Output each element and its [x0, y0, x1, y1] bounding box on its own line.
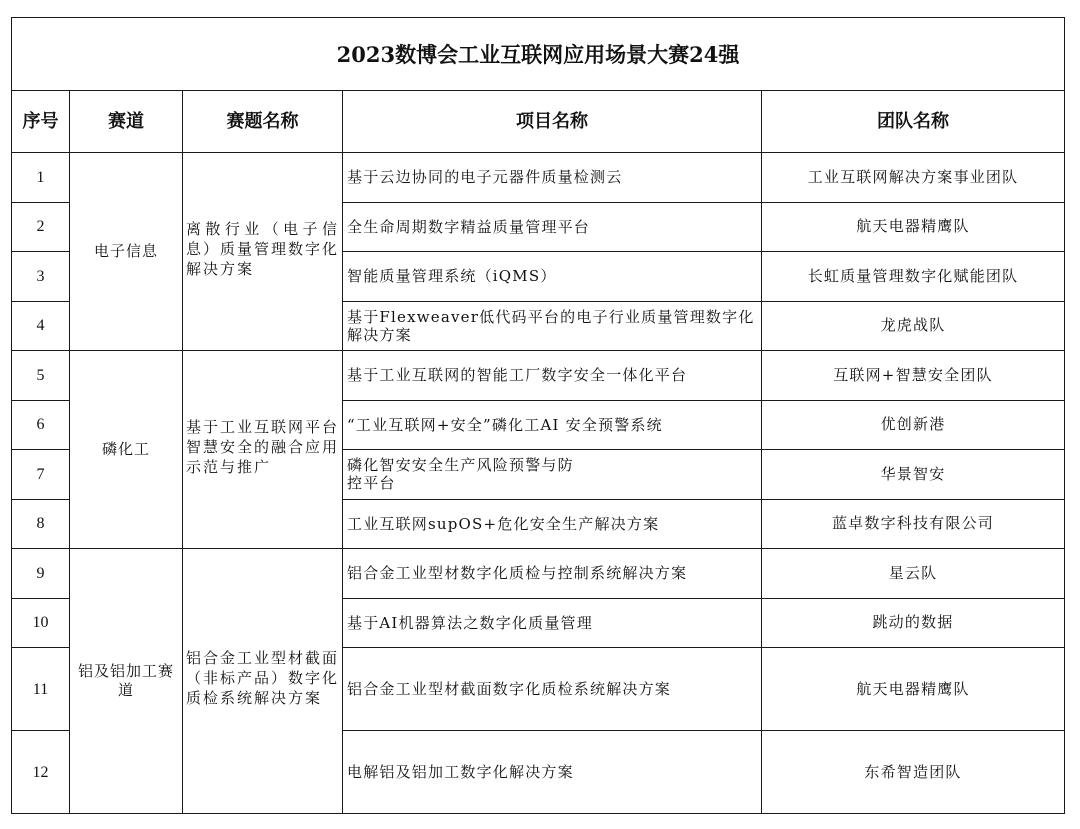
project-cell: 基于工业互联网的智能工厂数字安全一体化平台 — [343, 351, 762, 401]
row-index: 6 — [12, 400, 70, 450]
row-index: 10 — [12, 598, 70, 648]
header-index: 序号 — [12, 91, 70, 153]
header-track: 赛道 — [70, 91, 183, 153]
project-cell: 铝合金工业型材数字化质检与控制系统解决方案 — [343, 549, 762, 599]
row-index: 2 — [12, 202, 70, 252]
topic-text: 基于工业互联网平台智慧安全的融合应用示范与推广 — [186, 417, 340, 476]
team-cell: 东希智造团队 — [762, 731, 1065, 814]
track-cell: 电子信息 — [70, 153, 183, 351]
topic-cell — [183, 351, 343, 549]
track-cell: 磷化工 — [70, 351, 183, 549]
header-topic: 赛题名称 — [183, 91, 343, 153]
project-cell: 磷化智安安全生产风险预警与防控平台 — [343, 450, 762, 500]
project-cell: 基于Flexweaver低代码平台的电子行业质量管理数字化解决方案 — [343, 301, 762, 351]
table-row — [12, 153, 1065, 203]
header-team: 团队名称 — [762, 91, 1065, 153]
row-index: 4 — [12, 301, 70, 351]
row-index: 8 — [12, 499, 70, 549]
topic-cell — [183, 153, 343, 351]
team-cell: 跳动的数据 — [762, 598, 1065, 648]
project-cell: 智能质量管理系统（iQMS） — [343, 252, 762, 302]
topic-text: 铝合金工业型材截面（非标产品）数字化质检系统解决方案 — [186, 649, 340, 707]
team-cell: 蓝卓数字科技有限公司 — [762, 499, 1065, 549]
project-cell: 基于云边协同的电子元器件质量检测云 — [343, 153, 762, 203]
header-project: 项目名称 — [343, 91, 762, 153]
topic-cell — [183, 549, 343, 814]
team-cell: 长虹质量管理数字化赋能团队 — [762, 252, 1065, 302]
row-index: 1 — [12, 153, 70, 203]
table-title: 2023数博会工业互联网应用场景大赛24强 — [12, 18, 1065, 91]
team-cell: 优创新港 — [762, 400, 1065, 450]
team-cell: 龙虎战队 — [762, 301, 1065, 351]
results-table — [11, 17, 1065, 814]
project-cell: 基于AI机器算法之数字化质量管理 — [343, 598, 762, 648]
project-cell: 铝合金工业型材截面数字化质检系统解决方案 — [343, 648, 762, 731]
table-row — [12, 549, 1065, 599]
row-index: 3 — [12, 252, 70, 302]
topic-text: 离散行业（电子信息）质量管理数字化解决方案 — [186, 219, 340, 278]
track-cell: 铝及铝加工赛道 — [70, 549, 183, 814]
row-index: 9 — [12, 549, 70, 599]
project-cell: 电解铝及铝加工数字化解决方案 — [343, 731, 762, 814]
row-index: 11 — [12, 648, 70, 731]
team-cell: 航天电器精鹰队 — [762, 202, 1065, 252]
team-cell: 华景智安 — [762, 450, 1065, 500]
project-cell: 工业互联网supOS+危化安全生产解决方案 — [343, 499, 762, 549]
title-row — [12, 18, 1065, 91]
team-cell: 航天电器精鹰队 — [762, 648, 1065, 731]
row-index: 12 — [12, 731, 70, 814]
project-cell: “工业互联网+安全”磷化工AI 安全预警系统 — [343, 400, 762, 450]
team-cell: 星云队 — [762, 549, 1065, 599]
row-index: 5 — [12, 351, 70, 401]
team-cell: 互联网+智慧安全团队 — [762, 351, 1065, 401]
header-row — [12, 91, 1065, 153]
table-row — [12, 351, 1065, 401]
project-cell: 全生命周期数字精益质量管理平台 — [343, 202, 762, 252]
row-index: 7 — [12, 450, 70, 500]
team-cell: 工业互联网解决方案事业团队 — [762, 153, 1065, 203]
